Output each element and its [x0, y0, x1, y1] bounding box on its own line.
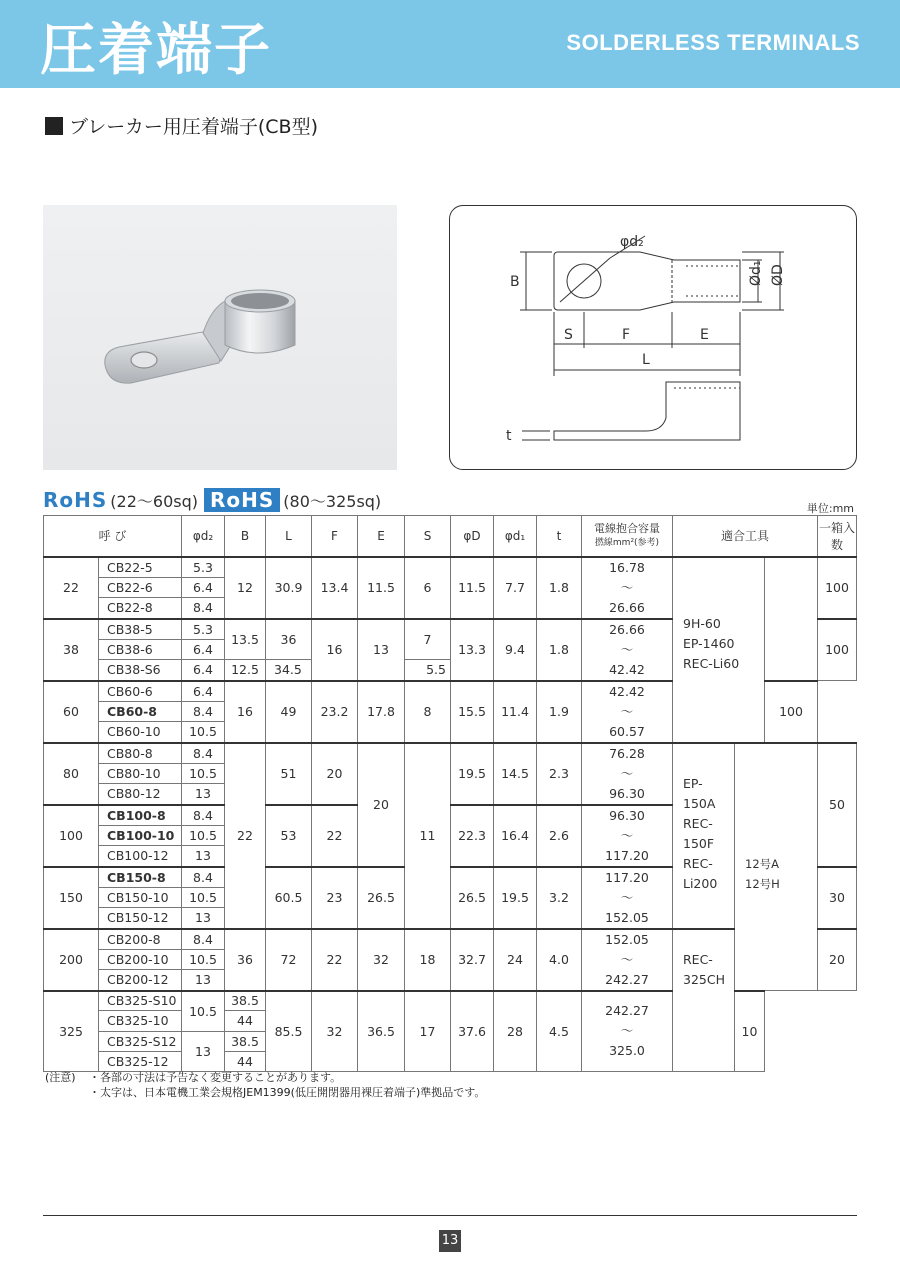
model-cell: CB325-10 [99, 1011, 182, 1031]
model-cell: CB200-8 [99, 929, 182, 950]
label-b: B [510, 274, 520, 290]
model-cell: CB325-S10 [99, 991, 182, 1011]
b-cell: 13.5 [225, 619, 266, 660]
d-cell: 13.3 [451, 619, 494, 681]
d2-cell: 13 [182, 908, 225, 929]
tool-name: EP-1460 [683, 635, 735, 651]
tool-name: EP-150A [683, 775, 716, 811]
rohs-range-b: (80〜325sq) [283, 491, 382, 511]
tool-name: REC-150F [683, 815, 715, 851]
cap-to: 325.0 [609, 1043, 645, 1059]
d2-cell: 8.4 [182, 929, 225, 950]
b-cell: 22 [225, 743, 266, 929]
d2-cell: 5.3 [182, 557, 225, 578]
model-cell: CB22-5 [99, 557, 182, 578]
size-cell: 80 [44, 743, 99, 805]
l-cell: 53 [266, 805, 312, 867]
f-cell: 23 [312, 867, 358, 929]
model-cell: CB325-S12 [99, 1031, 182, 1051]
b-cell: 38.5 [225, 1031, 266, 1051]
capacity-cell [582, 557, 673, 619]
box-cell: 30 [818, 867, 857, 929]
d2-cell: 6.4 [182, 639, 225, 660]
d2-cell: 5.3 [182, 619, 225, 640]
th-d1: φd₁ [494, 516, 537, 557]
th-d: φD [451, 516, 494, 557]
e-cell: 32 [358, 929, 405, 991]
model-cell: CB100-8 [99, 805, 182, 826]
e-cell: 13 [358, 619, 405, 681]
d-cell: 22.3 [451, 805, 494, 867]
e-cell: 17.8 [358, 681, 405, 743]
dimension-diagram [449, 205, 857, 470]
d-cell: 32.7 [451, 929, 494, 991]
s-cell: 7 [405, 619, 451, 660]
d1-cell: 9.4 [494, 619, 537, 681]
b-cell: 44 [225, 1051, 266, 1071]
capacity-cell [582, 681, 673, 743]
model-cell: CB60-8 [99, 701, 182, 722]
d2-cell: 10.5 [182, 763, 225, 784]
rohs-range-a: (22〜60sq) [110, 491, 198, 511]
l-cell: 36 [266, 619, 312, 660]
b-cell: 36 [225, 929, 266, 991]
label-f: F [622, 327, 631, 343]
size-cell: 100 [44, 805, 99, 867]
f-cell: 32 [312, 991, 358, 1072]
cap-from: 117.20 [605, 869, 649, 885]
th-box: 一箱入数 [818, 516, 857, 557]
th-capacity-1: 電線抱合容量 [594, 521, 660, 535]
d1-cell: 14.5 [494, 743, 537, 805]
cap-tilde: 〜 [620, 827, 634, 843]
s-cell: 17 [405, 991, 451, 1072]
t-cell: 4.0 [537, 929, 582, 991]
l-cell: 51 [266, 743, 312, 805]
b-cell: 16 [225, 681, 266, 743]
capacity-cell [582, 991, 673, 1072]
capacity-cell [582, 929, 673, 991]
model-cell: CB38-6 [99, 639, 182, 660]
model-cell: CB38-5 [99, 619, 182, 640]
cap-tilde: 〜 [620, 889, 634, 905]
e-cell: 11.5 [358, 557, 405, 619]
s-cell: 8 [405, 681, 451, 743]
model-cell: CB150-10 [99, 887, 182, 908]
rohs-logo-inverse: RoHS [204, 488, 280, 512]
note-row [45, 1085, 485, 1100]
note-line: ・各部の寸法は予告なく変更することがあります。 [89, 1071, 342, 1084]
model-cell: CB100-12 [99, 846, 182, 867]
l-cell: 85.5 [266, 991, 312, 1072]
label-l: L [642, 352, 650, 368]
d-cell: 26.5 [451, 867, 494, 929]
d2-cell: 10.5 [182, 949, 225, 970]
tool-cell [673, 557, 765, 743]
label-s: S [564, 327, 573, 343]
f-cell: 13.4 [312, 557, 358, 619]
box-cell: 50 [818, 743, 857, 867]
capacity-cell [582, 743, 673, 805]
cap-from: 26.66 [609, 621, 645, 637]
d1-cell: 11.4 [494, 681, 537, 743]
s-cell: 11 [405, 743, 451, 929]
cap-to: 152.05 [605, 909, 649, 925]
d2-cell: 10.5 [182, 722, 225, 743]
cap-tilde: 〜 [620, 765, 634, 781]
rohs-logo: RoHS [43, 488, 108, 512]
tool-spacer [765, 557, 818, 681]
l-cell: 49 [266, 681, 312, 743]
d2-cell: 6.4 [182, 660, 225, 681]
spec-table [43, 515, 857, 1072]
tool-name: REC-325CH [683, 951, 725, 987]
d-cell: 15.5 [451, 681, 494, 743]
cap-to: 42.42 [609, 661, 645, 677]
th-d2: φd₂ [182, 516, 225, 557]
model-cell: CB80-10 [99, 763, 182, 784]
d-cell: 19.5 [451, 743, 494, 805]
capacity-cell [582, 619, 673, 681]
model-cell: CB100-10 [99, 825, 182, 846]
f-cell: 20 [312, 743, 358, 805]
cap-from: 152.05 [605, 931, 649, 947]
box-cell: 20 [818, 929, 857, 991]
page-number: 13 [439, 1230, 461, 1252]
model-cell: CB22-6 [99, 577, 182, 598]
d-cell: 11.5 [451, 557, 494, 619]
d2-cell: 8.4 [182, 743, 225, 764]
bullet-square-icon [45, 117, 63, 135]
t-cell: 1.9 [537, 681, 582, 743]
t-cell: 1.8 [537, 557, 582, 619]
capacity-cell [582, 867, 673, 929]
label-d: ØD [770, 264, 786, 286]
d2-cell: 13 [182, 1031, 225, 1072]
capacity-cell [582, 805, 673, 867]
th-l: L [266, 516, 312, 557]
cap-tilde: 〜 [620, 703, 634, 719]
rohs-compliance [43, 488, 381, 512]
table-row [44, 991, 857, 1011]
cap-from: 76.28 [609, 745, 645, 761]
d2-cell: 8.4 [182, 701, 225, 722]
d2-cell: 6.4 [182, 577, 225, 598]
unit-label: 単位:mm [806, 502, 854, 515]
model-cell: CB150-8 [99, 867, 182, 888]
model-cell: CB200-12 [99, 970, 182, 991]
l-cell: 34.5 [266, 660, 312, 681]
page-subtitle: SOLDERLESS TERMINALS [566, 30, 860, 55]
cap-tilde: 〜 [620, 951, 634, 967]
d1-cell: 28 [494, 991, 537, 1072]
tool-cell [673, 929, 735, 1072]
table-row [44, 557, 857, 578]
label-d1: Ød₁ [748, 260, 764, 286]
model-cell: CB325-12 [99, 1051, 182, 1071]
model-cell: CB38-S6 [99, 660, 182, 681]
cap-to: 96.30 [609, 785, 645, 801]
size-cell: 38 [44, 619, 99, 681]
d-cell: 37.6 [451, 991, 494, 1072]
footer-divider [43, 1215, 857, 1216]
e-cell: 26.5 [358, 867, 405, 929]
size-cell: 325 [44, 991, 99, 1072]
l-cell: 72 [266, 929, 312, 991]
e-cell: 20 [358, 743, 405, 867]
t-cell: 2.6 [537, 805, 582, 867]
tool-name: REC-Li200 [683, 855, 718, 891]
d2-cell: 8.4 [182, 805, 225, 826]
cap-from: 242.27 [605, 1003, 649, 1019]
notes [45, 1070, 485, 1100]
page-title: 圧着端子 [40, 18, 272, 83]
th-capacity [582, 516, 673, 557]
box-cell: 100 [765, 681, 818, 743]
cap-to: 60.57 [609, 723, 645, 739]
th-t: t [537, 516, 582, 557]
model-cell: CB22-8 [99, 598, 182, 619]
l-cell: 30.9 [266, 557, 312, 619]
terminal-dimension-drawing [450, 206, 858, 471]
cap-to: 26.66 [609, 599, 645, 615]
th-s: S [405, 516, 451, 557]
box-cell: 100 [818, 557, 857, 619]
box-cell: 100 [818, 619, 857, 681]
f-cell: 16 [312, 619, 358, 681]
t-cell: 1.8 [537, 619, 582, 681]
th-e: E [358, 516, 405, 557]
tool-name: 9H-60 [683, 615, 721, 631]
d2-cell: 13 [182, 846, 225, 867]
cap-tilde: 〜 [620, 579, 634, 595]
note-row [45, 1070, 485, 1085]
d2-cell: 10.5 [182, 825, 225, 846]
note-spacer [45, 1085, 89, 1100]
tool-name: REC-Li60 [683, 655, 740, 671]
size-cell: 22 [44, 557, 99, 619]
model-cell: CB80-12 [99, 784, 182, 805]
label-e: E [700, 327, 709, 343]
d1-cell: 16.4 [494, 805, 537, 867]
tool-cell [673, 743, 735, 929]
section-title-text: ブレーカー用圧着端子(CB型) [69, 116, 318, 138]
label-d2: φd₂ [620, 234, 644, 250]
f-cell: 22 [312, 929, 358, 991]
b-cell: 44 [225, 1011, 266, 1031]
th-tool: 適合工具 [673, 516, 818, 557]
tool-name: 12号H [745, 876, 780, 891]
s-cell: 5.5 [405, 660, 451, 681]
size-cell: 60 [44, 681, 99, 743]
d1-cell: 7.7 [494, 557, 537, 619]
section-title [45, 112, 318, 139]
s-cell: 18 [405, 929, 451, 991]
d2-cell: 13 [182, 784, 225, 805]
cap-from: 42.42 [609, 683, 645, 699]
s-cell: 6 [405, 557, 451, 619]
th-capacity-2: 撚線mm²(参考) [594, 537, 660, 548]
label-t: t [506, 428, 512, 444]
e-cell: 36.5 [358, 991, 405, 1072]
tool-cell [735, 743, 818, 991]
th-b: B [225, 516, 266, 557]
cap-to: 117.20 [605, 847, 649, 863]
model-cell: CB200-10 [99, 949, 182, 970]
size-cell: 150 [44, 867, 99, 929]
page-header [0, 0, 900, 88]
cap-tilde: 〜 [620, 1023, 634, 1039]
cap-to: 242.27 [605, 971, 649, 987]
note-line: ・太字は、日本電機工業会規格JEM1399(低圧開閉器用裸圧着端子)準拠品です。 [89, 1086, 486, 1099]
cap-from: 16.78 [609, 559, 645, 575]
tool-name: 12号A [745, 856, 780, 871]
d2-cell: 10.5 [182, 991, 225, 1032]
l-cell: 60.5 [266, 867, 312, 929]
model-cell: CB80-8 [99, 743, 182, 764]
table-header-row [44, 516, 857, 557]
t-cell: 4.5 [537, 991, 582, 1072]
b-cell: 12 [225, 557, 266, 619]
terminal-photo-illustration [43, 205, 397, 470]
d2-cell: 6.4 [182, 681, 225, 702]
th-name: 呼 び [44, 516, 182, 557]
t-cell: 3.2 [537, 867, 582, 929]
th-f: F [312, 516, 358, 557]
f-cell: 22 [312, 805, 358, 867]
d2-cell: 13 [182, 970, 225, 991]
cap-from: 96.30 [609, 807, 645, 823]
note-label: (注意) [45, 1071, 76, 1084]
b-cell: 12.5 [225, 660, 266, 681]
f-cell: 23.2 [312, 681, 358, 743]
b-cell: 38.5 [225, 991, 266, 1011]
model-cell: CB150-12 [99, 908, 182, 929]
d2-cell: 8.4 [182, 867, 225, 888]
d1-cell: 24 [494, 929, 537, 991]
cap-tilde: 〜 [620, 641, 634, 657]
model-cell: CB60-10 [99, 722, 182, 743]
d2-cell: 8.4 [182, 598, 225, 619]
box-cell: 10 [735, 991, 765, 1072]
model-cell: CB60-6 [99, 681, 182, 702]
table-row [44, 743, 857, 764]
size-cell: 200 [44, 929, 99, 991]
d1-cell: 19.5 [494, 867, 537, 929]
d2-cell: 10.5 [182, 887, 225, 908]
product-photo [43, 205, 397, 470]
t-cell: 2.3 [537, 743, 582, 805]
